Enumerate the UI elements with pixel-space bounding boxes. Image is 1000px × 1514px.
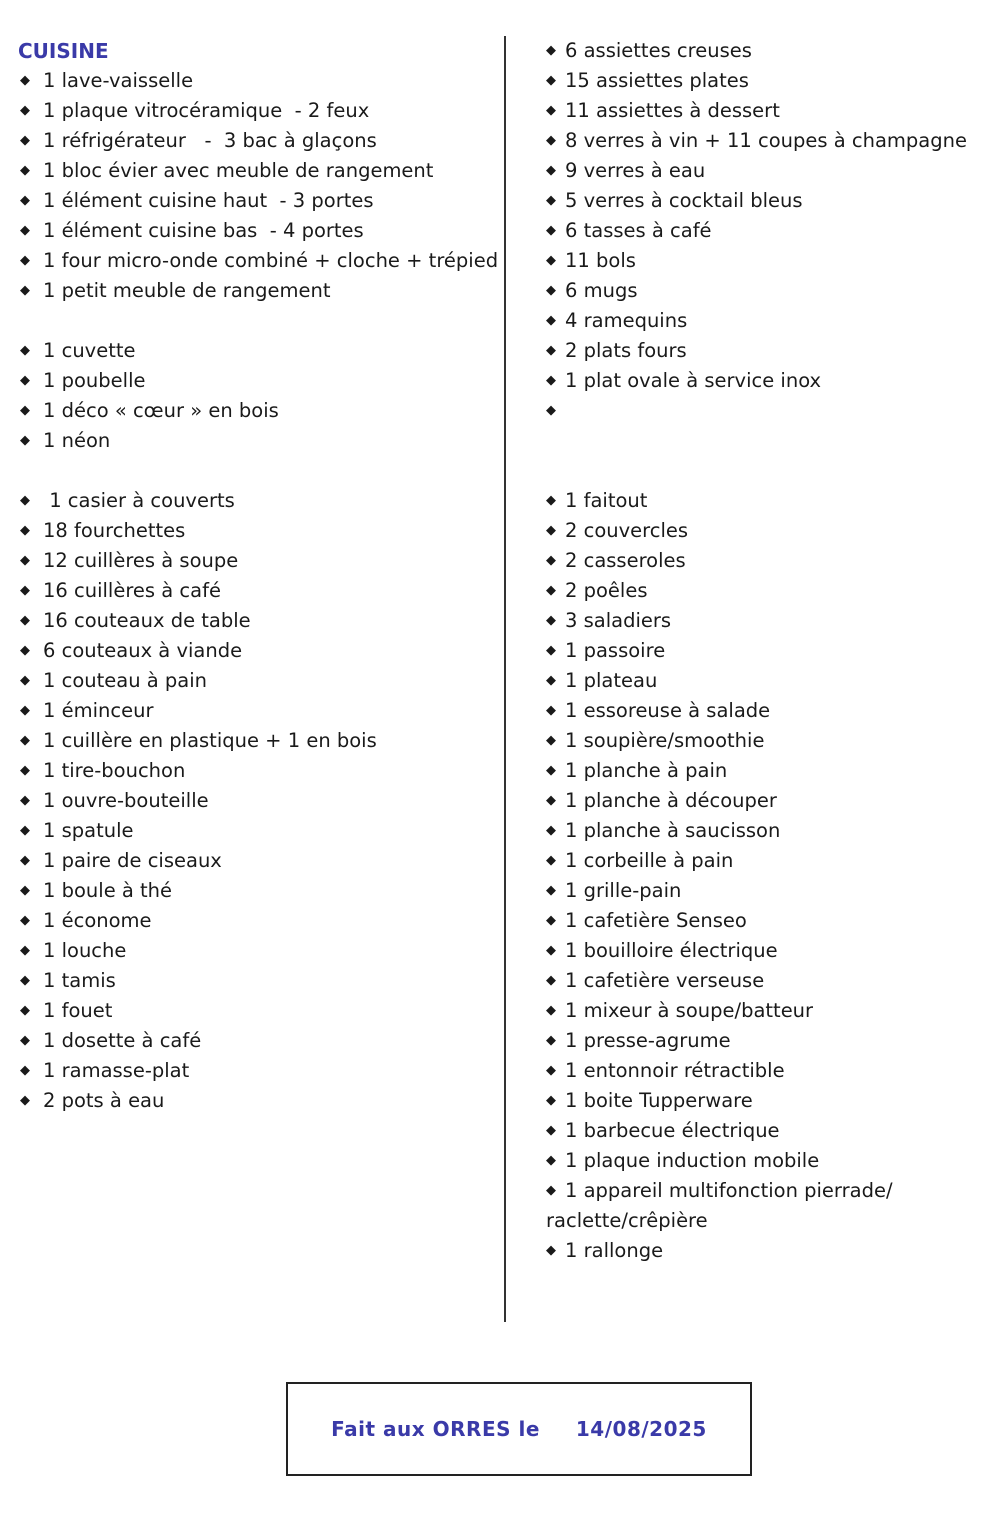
item-label: 1 élément cuisine bas - 4 portes (43, 219, 364, 242)
item-label: 2 pots à eau (43, 1089, 165, 1112)
left-column (18, 36, 498, 1116)
item-label: 9 verres à eau (565, 159, 706, 182)
list-item (546, 486, 986, 516)
item-label: 1 bloc évier avec meuble de rangement (43, 159, 434, 182)
item-label: 2 couvercles (565, 519, 689, 542)
list-item (546, 996, 986, 1026)
item-label: 16 cuillères à café (43, 579, 221, 602)
list-item: ◆ 1 appareil multifonction pierrade/ raclette/crêpière (546, 1176, 986, 1236)
item-label: 6 tasses à café (565, 219, 712, 242)
list-item (18, 786, 498, 816)
list-item (546, 1146, 986, 1176)
list-item (546, 246, 986, 276)
misc-items-list (18, 336, 498, 456)
item-label: 1 élément cuisine haut - 3 portes (43, 189, 374, 212)
item-label: 1 fouet (43, 999, 113, 1022)
bullet-icon: ◆ (20, 643, 30, 658)
list-item (546, 156, 986, 186)
list-item (546, 306, 986, 336)
bullet-icon: ◆ (20, 973, 30, 988)
item-label: 1 dosette à café (43, 1029, 202, 1052)
bullet-icon: ◆ (546, 73, 556, 88)
list-item (546, 1056, 986, 1086)
list-item (18, 696, 498, 726)
bullet-icon: ◆ (546, 403, 556, 418)
item-label: 1 planche à découper (565, 789, 777, 812)
item-label: 1 entonnoir rétractible (565, 1059, 785, 1082)
list-item (18, 876, 498, 906)
item-label: 1 spatule (43, 819, 134, 842)
list-item (546, 876, 986, 906)
appliance-extra-list (546, 1176, 986, 1266)
list-item (18, 546, 498, 576)
list-item (18, 936, 498, 966)
list-item (546, 966, 986, 996)
bullet-icon: ◆ (546, 253, 556, 268)
bullet-icon: ◆ (546, 913, 556, 928)
bullet-icon: ◆ (20, 673, 30, 688)
item-label: 11 bols (565, 249, 636, 272)
item-label: 1 barbecue électrique (565, 1119, 780, 1142)
item-label: 1 paire de ciseaux (43, 849, 222, 872)
item-label: 1 presse-agrume (565, 1029, 731, 1052)
bullet-icon: ◆ (546, 943, 556, 958)
list-item (546, 636, 986, 666)
list-item (546, 396, 986, 426)
item-label: 12 cuillères à soupe (43, 549, 239, 572)
list-item (546, 1116, 986, 1146)
cutlery-list (18, 486, 498, 1116)
list-item (18, 246, 498, 276)
bullet-icon: ◆ (546, 373, 556, 388)
item-label: 1 casier à couverts (43, 489, 235, 512)
item-label: 1 corbeille à pain (565, 849, 734, 872)
item-label: 1 poubelle (43, 369, 146, 392)
bullet-icon: ◆ (546, 1093, 556, 1108)
bullet-icon: ◆ (20, 193, 30, 208)
list-item (18, 966, 498, 996)
item-label: 1 four micro-onde combiné + cloche + trépied (43, 249, 499, 272)
date-value: 14/08/2025 (575, 1417, 707, 1441)
bullet-icon: ◆ (546, 193, 556, 208)
list-item (18, 396, 498, 426)
item-label: 6 assiettes creuses (565, 39, 752, 62)
list-item (18, 486, 498, 516)
bullet-icon: ◆ (20, 343, 30, 358)
list-item (546, 756, 986, 786)
bullet-icon: ◆ (20, 793, 30, 808)
list-item (546, 576, 986, 606)
bullet-icon: ◆ (20, 373, 30, 388)
item-label: 2 poêles (565, 579, 648, 602)
item-label: 1 plaque vitrocéramique - 2 feux (43, 99, 370, 122)
list-item (546, 1086, 986, 1116)
bullet-icon: ◆ (546, 643, 556, 658)
bullet-icon: ◆ (20, 1003, 30, 1018)
item-label: 4 ramequins (565, 309, 688, 332)
item-label: 1 ouvre-bouteille (43, 789, 209, 812)
list-item (18, 1026, 498, 1056)
item-label: 1 éminceur (43, 699, 154, 722)
item-label: 1 boule à thé (43, 879, 173, 902)
bullet-icon: ◆ (20, 553, 30, 568)
cookware-list (546, 486, 986, 1176)
list-item (546, 1026, 986, 1056)
list-item (18, 426, 498, 456)
item-label: 1 cuillère en plastique + 1 en bois (43, 729, 377, 752)
column-divider (504, 36, 506, 1322)
list-item (546, 696, 986, 726)
bullet-icon: ◆ (20, 583, 30, 598)
bullet-icon: ◆ (546, 673, 556, 688)
bullet-icon: ◆ (546, 1183, 556, 1198)
item-label: 1 réfrigérateur - 3 bac à glaçons (43, 129, 377, 152)
right-column (546, 36, 986, 1266)
bullet-icon: ◆ (20, 163, 30, 178)
list-item (18, 666, 498, 696)
bullet-icon: ◆ (20, 1033, 30, 1048)
item-label: 2 plats fours (565, 339, 687, 362)
item-label: 1 soupière/smoothie (565, 729, 765, 752)
section-title: CUISINE (18, 39, 109, 63)
list-item (18, 906, 498, 936)
list-item (18, 576, 498, 606)
bullet-icon: ◆ (546, 1003, 556, 1018)
list-item (18, 1056, 498, 1086)
bullet-icon: ◆ (20, 1063, 30, 1078)
list-item (18, 636, 498, 666)
list-item (18, 516, 498, 546)
item-label: 1 néon (43, 429, 111, 452)
item-label: 16 couteaux de table (43, 609, 251, 632)
bullet-icon: ◆ (546, 343, 556, 358)
list-item (18, 186, 498, 216)
list-item (18, 606, 498, 636)
bullet-icon: ◆ (20, 703, 30, 718)
bullet-icon: ◆ (20, 133, 30, 148)
list-item (18, 276, 498, 306)
bullet-icon: ◆ (20, 283, 30, 298)
item-label: 1 tire-bouchon (43, 759, 186, 782)
bullet-icon: ◆ (20, 883, 30, 898)
item-label: 1 planche à saucisson (565, 819, 781, 842)
bullet-icon: ◆ (546, 823, 556, 838)
list-item (546, 36, 986, 66)
item-label: 1 plat ovale à service inox (565, 369, 822, 392)
place-label: Fait aux ORRES le (331, 1417, 540, 1441)
bullet-icon: ◆ (20, 763, 30, 778)
item-label: 3 saladiers (565, 609, 672, 632)
list-item (18, 126, 498, 156)
bullet-icon: ◆ (546, 733, 556, 748)
list-item (546, 786, 986, 816)
list-item (546, 276, 986, 306)
tableware-list (546, 36, 986, 426)
item-label: 1 cuvette (43, 339, 136, 362)
item-label: 1 grille-pain (565, 879, 682, 902)
bullet-icon: ◆ (20, 253, 30, 268)
bullet-icon: ◆ (546, 613, 556, 628)
list-item (18, 1086, 498, 1116)
bullet-icon: ◆ (20, 613, 30, 628)
item-label: 6 couteaux à viande (43, 639, 243, 662)
bullet-icon: ◆ (20, 913, 30, 928)
item-label: 1 planche à pain (565, 759, 728, 782)
item-label: 2 casseroles (565, 549, 686, 572)
item-label: 1 passoire (565, 639, 666, 662)
list-item (546, 546, 986, 576)
bullet-icon: ◆ (546, 793, 556, 808)
bullet-icon: ◆ (546, 1153, 556, 1168)
bullet-icon: ◆ (546, 223, 556, 238)
item-label: 1 faitout (565, 489, 648, 512)
list-item (18, 216, 498, 246)
bullet-icon: ◆ (20, 223, 30, 238)
bullet-icon: ◆ (546, 853, 556, 868)
bullet-icon: ◆ (546, 973, 556, 988)
list-item (18, 336, 498, 366)
item-label: 1 cafetière verseuse (565, 969, 765, 992)
item-label: 1 déco « cœur » en bois (43, 399, 279, 422)
list-item (546, 936, 986, 966)
list-item (546, 366, 986, 396)
bullet-icon: ◆ (546, 163, 556, 178)
list-item (18, 156, 498, 186)
item-label: 1 cafetière Senseo (565, 909, 747, 932)
list-item (546, 96, 986, 126)
list-item (546, 846, 986, 876)
list-item (546, 186, 986, 216)
bullet-icon: ◆ (546, 523, 556, 538)
list-item (18, 96, 498, 126)
list-item (18, 816, 498, 846)
list-item (546, 216, 986, 246)
item-label: 1 plateau (565, 669, 658, 692)
item-label: 1 petit meuble de rangement (43, 279, 331, 302)
kitchen-equipment-list (18, 66, 498, 306)
list-item (546, 66, 986, 96)
list-item (546, 666, 986, 696)
list-item (18, 756, 498, 786)
bullet-icon: ◆ (546, 1033, 556, 1048)
item-label: 1 mixeur à soupe/batteur (565, 999, 814, 1022)
list-item (18, 66, 498, 96)
bullet-icon: ◆ (546, 43, 556, 58)
list-item (546, 906, 986, 936)
bullet-icon: ◆ (546, 133, 556, 148)
bullet-icon: ◆ (546, 493, 556, 508)
bullet-icon: ◆ (546, 1243, 556, 1258)
list-item (546, 336, 986, 366)
bullet-icon: ◆ (20, 943, 30, 958)
bullet-icon: ◆ (20, 523, 30, 538)
list-item: ◆ 1 rallonge (546, 1236, 986, 1266)
item-label: 1 essoreuse à salade (565, 699, 771, 722)
item-label: 1 boite Tupperware (565, 1089, 753, 1112)
list-item (546, 516, 986, 546)
list-item (18, 726, 498, 756)
list-item (546, 606, 986, 636)
item-label: 1 tamis (43, 969, 116, 992)
list-item (18, 996, 498, 1026)
bullet-icon: ◆ (20, 1093, 30, 1108)
item-label: 8 verres à vin + 11 coupes à champagne (565, 129, 967, 152)
signature-box (286, 1382, 752, 1476)
bullet-icon: ◆ (20, 73, 30, 88)
item-label: 1 économe (43, 909, 152, 932)
bullet-icon: ◆ (20, 103, 30, 118)
bullet-icon: ◆ (546, 703, 556, 718)
list-item (546, 126, 986, 156)
bullet-icon: ◆ (546, 553, 556, 568)
bullet-icon: ◆ (546, 103, 556, 118)
item-label: 1 louche (43, 939, 127, 962)
item-label: 1 couteau à pain (43, 669, 208, 692)
bullet-icon: ◆ (546, 1123, 556, 1138)
item-label: 11 assiettes à dessert (565, 99, 780, 122)
item-label: 1 bouilloire électrique (565, 939, 778, 962)
bullet-icon: ◆ (546, 313, 556, 328)
bullet-icon: ◆ (546, 283, 556, 298)
item-label: 1 ramasse-plat (43, 1059, 190, 1082)
bullet-icon: ◆ (546, 883, 556, 898)
bullet-icon: ◆ (20, 403, 30, 418)
bullet-icon: ◆ (20, 733, 30, 748)
item-label: 1 plaque induction mobile (565, 1149, 820, 1172)
item-label: 1 lave-vaisselle (43, 69, 194, 92)
bullet-icon: ◆ (20, 823, 30, 838)
bullet-icon: ◆ (20, 493, 30, 508)
list-item (546, 816, 986, 846)
list-item (18, 366, 498, 396)
bullet-icon: ◆ (546, 763, 556, 778)
item-label: 18 fourchettes (43, 519, 186, 542)
item-label: 15 assiettes plates (565, 69, 749, 92)
bullet-icon: ◆ (20, 853, 30, 868)
list-item (18, 846, 498, 876)
item-label: 6 mugs (565, 279, 638, 302)
bullet-icon: ◆ (546, 1063, 556, 1078)
bullet-icon: ◆ (546, 583, 556, 598)
list-item (546, 726, 986, 756)
bullet-icon: ◆ (20, 433, 30, 448)
item-label: 5 verres à cocktail bleus (565, 189, 803, 212)
